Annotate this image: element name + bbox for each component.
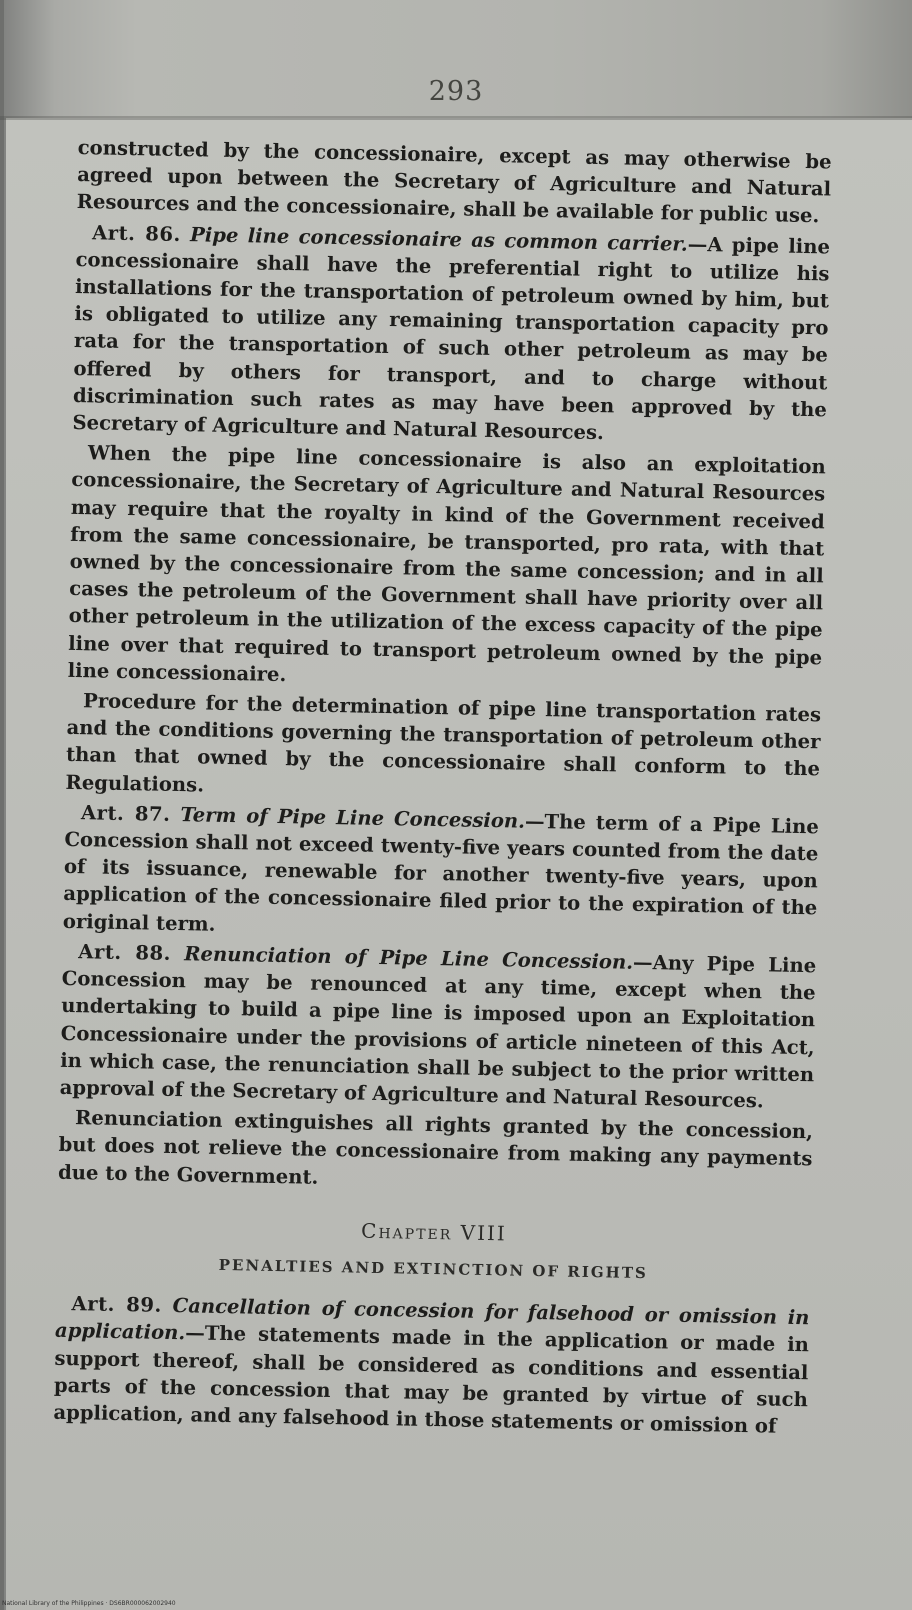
chapter-heading: Chapter VIII — [360, 1218, 508, 1246]
article-text: —The term of a Pipe Line Concession shall not exceed twenty-five years counted from the date of its issuance, renewable for another twenty-five years, upon application of the concessionaire filed prior to the expiration of the original term. — [62, 809, 820, 936]
article-88 — [59, 938, 816, 1116]
paragraph: Procedure for the determination of pipe line transportation rates and the conditions governing the transportation of petroleum other than that owned by the concessionaire shall conform to the Regulations. — [65, 689, 822, 797]
article-number: Art. 87. — [80, 801, 171, 826]
article-title: Renunciation of Pipe Line Concession. — [183, 942, 634, 974]
paragraph: When the pipe line concessionaire is also an exploitation concessionaire, the Secretary of Agriculture and Natural Resources may require that the royalty in kind of the Government received from the same concessionaire, be transported, pro rata, with that owned by the concessionaire from the same concession; and in all cases the petroleum of the Government shall have priority over all other petroleum in the utilization of the excess capacity of the pipe line over that required to transport petroleum owned by the pipe line concessionaire. — [67, 441, 826, 686]
chapter-subheading: PENALTIES AND EXTINCTION OF RIGHTS — [218, 1255, 648, 1283]
article-number: Art. 86. — [91, 220, 182, 246]
binding-edge — [0, 0, 4, 1610]
article-89 — [53, 1290, 809, 1440]
page-number: 293 — [428, 76, 484, 107]
paragraph-continued: constructed by the concessionaire, except as may otherwise be agreed upon between the Secretary of Agriculture and Natural Resources and the concessionaire, shall be available for public use. — [76, 135, 832, 228]
article-text: —Any Pipe Line Concession may be renounced at any time, except when the undertaking to build a pipe line is imposed upon an Exploitation Concessionaire under the provisions of article nineteen of this Act, in which case, the renunciation shall be subject to the prior written approval of the Secretary of Agriculture and Natural Resources. — [59, 950, 817, 1113]
article-title: Term of Pipe Line Concession. — [180, 802, 526, 833]
article-86 — [72, 219, 830, 451]
fold-line — [0, 116, 912, 120]
article-title: Pipe line concessionaire as common carrier. — [189, 222, 688, 256]
article-text: —The statements made in the application or made in support thereof, shall be considered as conditions and essential parts of the concession that may be granted by virtue of such application, and any falsehood in those statements or omission of — [53, 1321, 810, 1438]
article-title: Cancellation of concession for falsehood or omission in application. — [54, 1294, 810, 1345]
scan-footer: National Library of the Philippines · DS6BR000062002940 — [2, 1600, 176, 1607]
article-text: —A pipe line concessionaire shall have the preferential right to utilize his installations for the transportation of petroleum owned by him, but is obligated to utilize any remaining transportation capacity pro rata for the transportation of such other petroleum as may be offered by others for transport, and to charge without discrimination such rates as may have been approved by the Secretary of Agriculture and Natural Resources. — [72, 232, 831, 445]
paragraph: Renunciation extinguishes all rights granted by the concession, but does not relieve the concessionaire from making any payments due to the Government. — [57, 1106, 814, 1189]
article-87 — [63, 799, 819, 949]
article-number: Art. 88. — [78, 940, 172, 965]
document-body — [53, 134, 832, 1443]
article-number: Art. 89. — [71, 1292, 163, 1317]
